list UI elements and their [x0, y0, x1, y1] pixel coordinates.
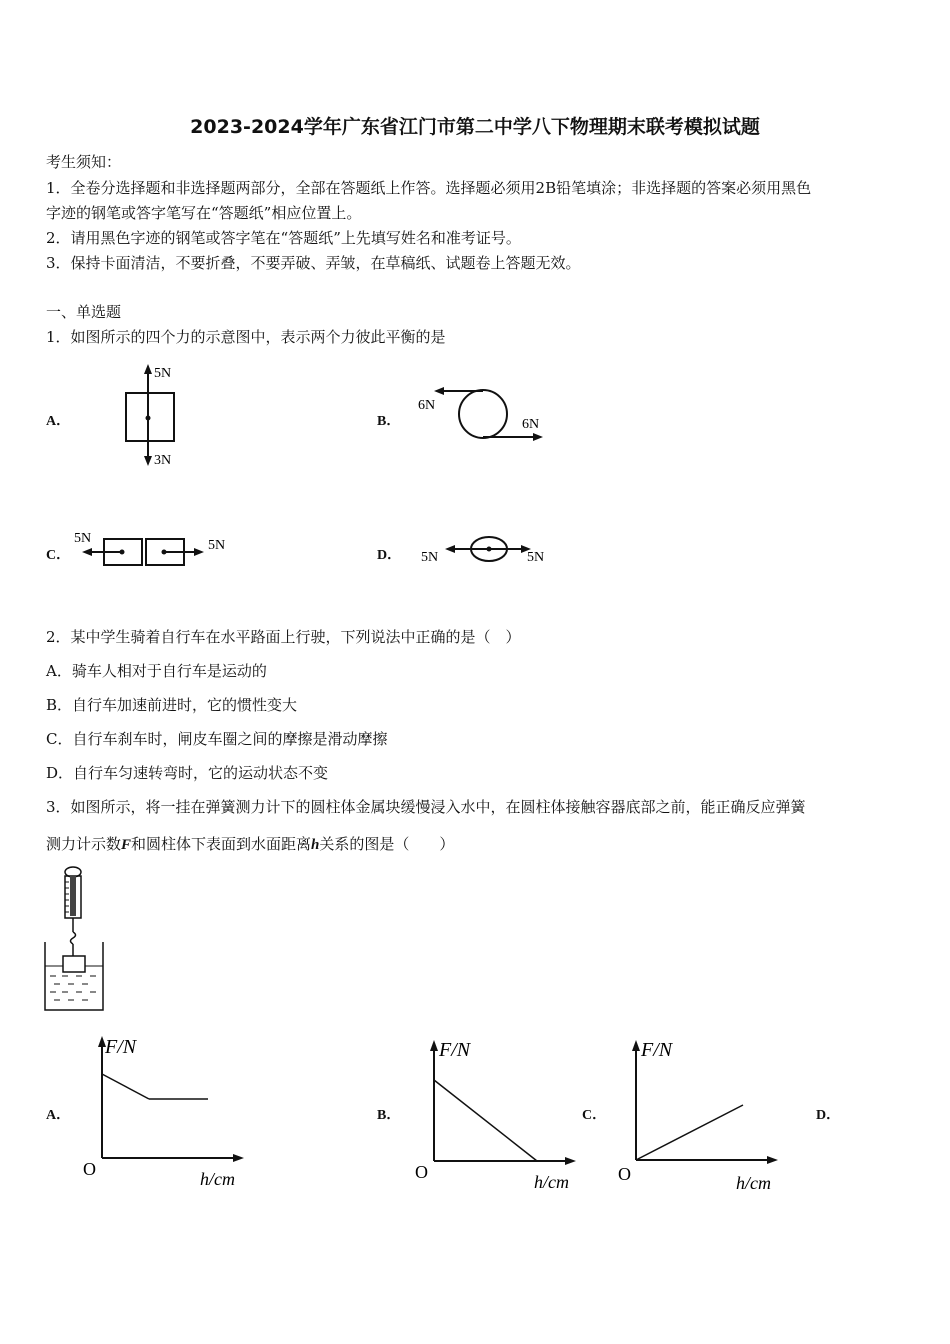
graph-c: [612, 1030, 792, 1195]
graph-b-x-label: h/cm: [534, 1172, 569, 1192]
question-3-stem-line2: 测力计示数F和圆柱体下表面到水面距离h关系的图是（ ）: [46, 835, 455, 853]
force-diagram-d: [415, 530, 565, 570]
graph-b-origin: O: [415, 1162, 428, 1182]
graph-c-x-label: h/cm: [736, 1173, 771, 1193]
q1-option-c-label: C．: [46, 548, 71, 563]
q3-option-c-label: C．: [582, 1108, 607, 1123]
force-b-left-label: 6N: [418, 398, 436, 413]
force-d-right-label: 5N: [527, 550, 545, 565]
q3-option-d-label: D．: [816, 1108, 841, 1123]
notice-item: 1．全卷分选择题和非选择题两部分，全部在答题纸上作答。选择题必须用2B铅笔填涂；非选择题的答案必须用黑色: [46, 179, 812, 197]
force-diagram-a: [100, 360, 200, 470]
graph-b: [410, 1030, 590, 1195]
force-diagram-b: [410, 380, 560, 450]
graph-a: [78, 1030, 258, 1195]
notice-item: 3．保持卡面清洁，不要折叠，不要弄破、弄皱，在草稿纸、试题卷上答题无效。: [46, 254, 581, 272]
q1-option-a-label: A．: [46, 414, 71, 429]
force-a-top-label: 5N: [154, 366, 172, 381]
graph-b-y-label: F/N: [439, 1039, 471, 1061]
q1-option-b-label: B．: [377, 414, 401, 429]
graph-c-origin: O: [618, 1164, 631, 1184]
force-a-bottom-label: 3N: [154, 453, 172, 468]
graph-a-y-label: F/N: [105, 1036, 137, 1058]
section-heading: 一、单选题: [46, 303, 122, 321]
graph-a-origin: O: [83, 1159, 96, 1179]
question-2-stem: 2．某中学生骑着自行车在水平路面上行驶，下列说法中正确的是（ ）: [46, 628, 521, 646]
q2-option: A．骑车人相对于自行车是运动的: [46, 662, 267, 680]
q2-option: B．自行车加速前进时，它的惯性变大: [46, 696, 298, 714]
q3-option-b-label: B．: [377, 1108, 401, 1123]
graph-c-y-label: F/N: [641, 1039, 673, 1061]
q2-option: C．自行车刹车时，闸皮车圈之间的摩擦是滑动摩擦: [46, 730, 388, 748]
notice-heading: 考生须知：: [46, 153, 122, 171]
spring-scale-apparatus: [40, 862, 120, 1014]
question-1-stem: 1．如图所示的四个力的示意图中，表示两个力彼此平衡的是: [46, 328, 446, 346]
force-diagram-c: [70, 525, 240, 575]
notice-item: 2．请用黑色字迹的钢笔或答字笔在“答题纸”上先填写姓名和准考证号。: [46, 229, 521, 247]
force-c-left-label: 5N: [74, 531, 92, 546]
notice-item: 字迹的钢笔或答字笔写在“答题纸”相应位置上。: [46, 204, 362, 222]
page-title: 2023-2024学年广东省江门市第二中学八下物理期末联考模拟试题: [190, 116, 760, 138]
force-b-right-label: 6N: [522, 417, 540, 432]
force-d-left-label: 5N: [421, 550, 439, 565]
question-3-stem-line1: 3．如图所示，将一挂在弹簧测力计下的圆柱体金属块缓慢浸入水中，在圆柱体接触容器底部之前，能正确反应弹簧: [46, 798, 806, 816]
force-c-right-label: 5N: [208, 538, 226, 553]
graph-a-x-label: h/cm: [200, 1169, 235, 1189]
q3-option-a-label: A．: [46, 1108, 71, 1123]
q1-option-d-label: D．: [377, 548, 402, 563]
q2-option: D．自行车匀速转弯时，它的运动状态不变: [46, 764, 329, 782]
